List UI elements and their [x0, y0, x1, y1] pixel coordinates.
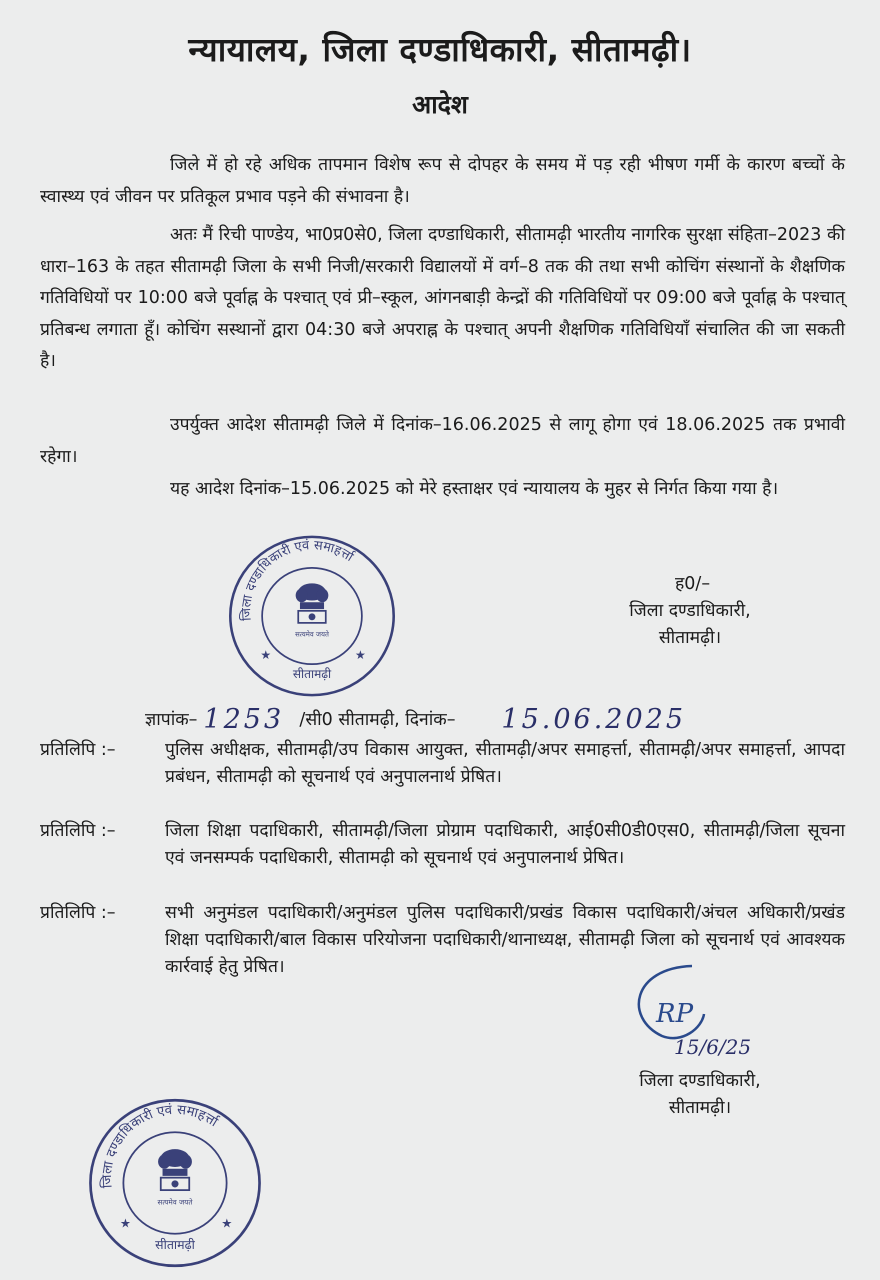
- memo-line: [145, 704, 686, 735]
- initials-date: 15/6/25: [674, 1035, 752, 1059]
- initials-mark: RP: [656, 999, 694, 1029]
- copy-to-1: [40, 737, 845, 791]
- memo-office-date-label: /सी0 सीतामढ़ी, दिनांक–: [299, 710, 456, 730]
- memo-date: 15.06.2025: [501, 704, 687, 735]
- designation: जिला दण्डाधिकारी,: [639, 1071, 761, 1091]
- star-icon: ★: [260, 648, 272, 662]
- copy-label: प्रतिलिपि :–: [40, 821, 116, 841]
- seal-ring-text: जिला दण्डाधिकारी एवं समाहर्त्ता: [239, 538, 356, 622]
- court-title: न्यायालय, जिला दण्डाधिकारी, सीतामढ़ी।: [188, 30, 692, 69]
- star-icon: ★: [221, 1215, 233, 1231]
- seal-place: सीतामढ़ी: [155, 1236, 195, 1252]
- order-heading: आदेश: [412, 90, 468, 119]
- seal-ring-text: जिला दण्डाधिकारी एवं समाहर्त्ता: [99, 1102, 221, 1189]
- emblem-icon: [296, 583, 329, 623]
- svg-text:जिला दण्डाधिकारी एवं समाहर्त्त: [99, 1102, 222, 1189]
- star-icon: ★: [355, 648, 366, 662]
- copy-label: प्रतिलिपि :–: [40, 903, 116, 923]
- copy-text: जिला शिक्षा पदाधिकारी, सीतामढ़ी/जिला प्रोग्राम पदाधिकारी, आई0सी0डी0एस0, सीतामढ़ी/जिला सूचना एवं जनसम्पर्क पदाधिकारी, सीतामढ़ी को सूचनार्थ एवं अनुपालनार्थ प्रेषित।: [165, 821, 845, 868]
- signed-mark: ह0/–: [675, 574, 711, 594]
- signature-block-bottom: [570, 1068, 830, 1122]
- seal-motto: सत्यमेव जयते: [295, 630, 329, 639]
- svg-text:जिला दण्डाधिकारी एवं समाहर्त्त: [238, 538, 357, 621]
- copy-text: सभी अनुमंडल पदाधिकारी/अनुमंडल पुलिस पदाधिकारी/प्रखंड विकास पदाधिकारी/अंचल अधिकारी/प्रखंड शिक्षा पदाधिकारी/बाल विकास परियोजना पदाधिकारी/थानाध्यक्ष, सीतामढ़ी जिला को सूचनार्थ एवं आवश्यक कार्रवाई हेतु प्रेषित।: [165, 903, 845, 977]
- handwritten-initials: [622, 958, 772, 1068]
- place: सीतामढ़ी।: [658, 628, 722, 648]
- place: सीतामढ़ी।: [668, 1098, 732, 1118]
- copy-text: पुलिस अधीक्षक, सीतामढ़ी/उप विकास आयुक्त, सीतामढ़ी/अपर समाहर्त्ता, सीतामढ़ी/अपर समाहर्त्ता, आपदा प्रबंधन, सीतामढ़ी को सूचनार्थ एवं अनुपालनार्थ प्रेषित।: [165, 740, 845, 787]
- copy-label: प्रतिलिपि :–: [40, 740, 116, 760]
- designation: जिला दण्डाधिकारी,: [629, 601, 751, 621]
- paragraph-restriction: अतः मैं रिची पाण्डेय, भा0प्र0से0, जिला दण्डाधिकारी, सीतामढ़ी भारतीय नागरिक सुरक्षा संहिता–2023 की धारा–163 के तहत सीतामढ़ी जिला के सभी निजी/सरकारी विद्यालयों में वर्ग–8 तक की तथा सभी कोचिंग संस्थानों के शैक्षणिक गतिविधियों पर 10:00 बजे पूर्वाह्न के पश्चात् एवं प्री–स्कूल, आंगनबाड़ी केन्द्रों की गतिविधियों पर 09:00 बजे पूर्वाह्न के पश्चात् प्रतिबन्ध लगाता हूँ। कोचिंग सस्थानों द्वारा 04:30 बजे अपराह्न के पश्चात् अपनी शैक्षणिक गतिविधियाँ संचालित की जा सकती है।: [40, 225, 845, 371]
- official-seal: [226, 530, 398, 702]
- emblem-icon: [158, 1149, 192, 1190]
- copy-to-2: [40, 818, 845, 872]
- official-seal: [86, 1094, 264, 1272]
- memo-number: 1253: [203, 704, 285, 735]
- memo-label: ज्ञापांक–: [145, 710, 198, 730]
- seal-place: सीतामढ़ी: [292, 666, 332, 681]
- signature-block-top: [560, 571, 820, 652]
- paragraph-heat-warning: जिले में हो रहे अधिक तापमान विशेष रूप से दोपहर के समय में पड़ रही भीषण गर्मी के कारण बच्चों के स्वास्थ्य एवं जीवन पर प्रतिकूल प्रभाव पड़ने की संभावना है।: [40, 155, 845, 207]
- paragraph-effective-dates: उपर्युक्त आदेश सीतामढ़ी जिले में दिनांक–16.06.2025 से लागू होगा एवं 18.06.2025 तक प्रभावी रहेगा।: [40, 415, 845, 467]
- seal-motto: सत्यमेव जयते: [157, 1197, 193, 1207]
- star-icon: ★: [119, 1215, 131, 1231]
- paragraph-issuance: यह आदेश दिनांक–15.06.2025 को मेरे हस्ताक्षर एवं न्यायालय के मुहर से निर्गत किया गया है।: [170, 479, 779, 499]
